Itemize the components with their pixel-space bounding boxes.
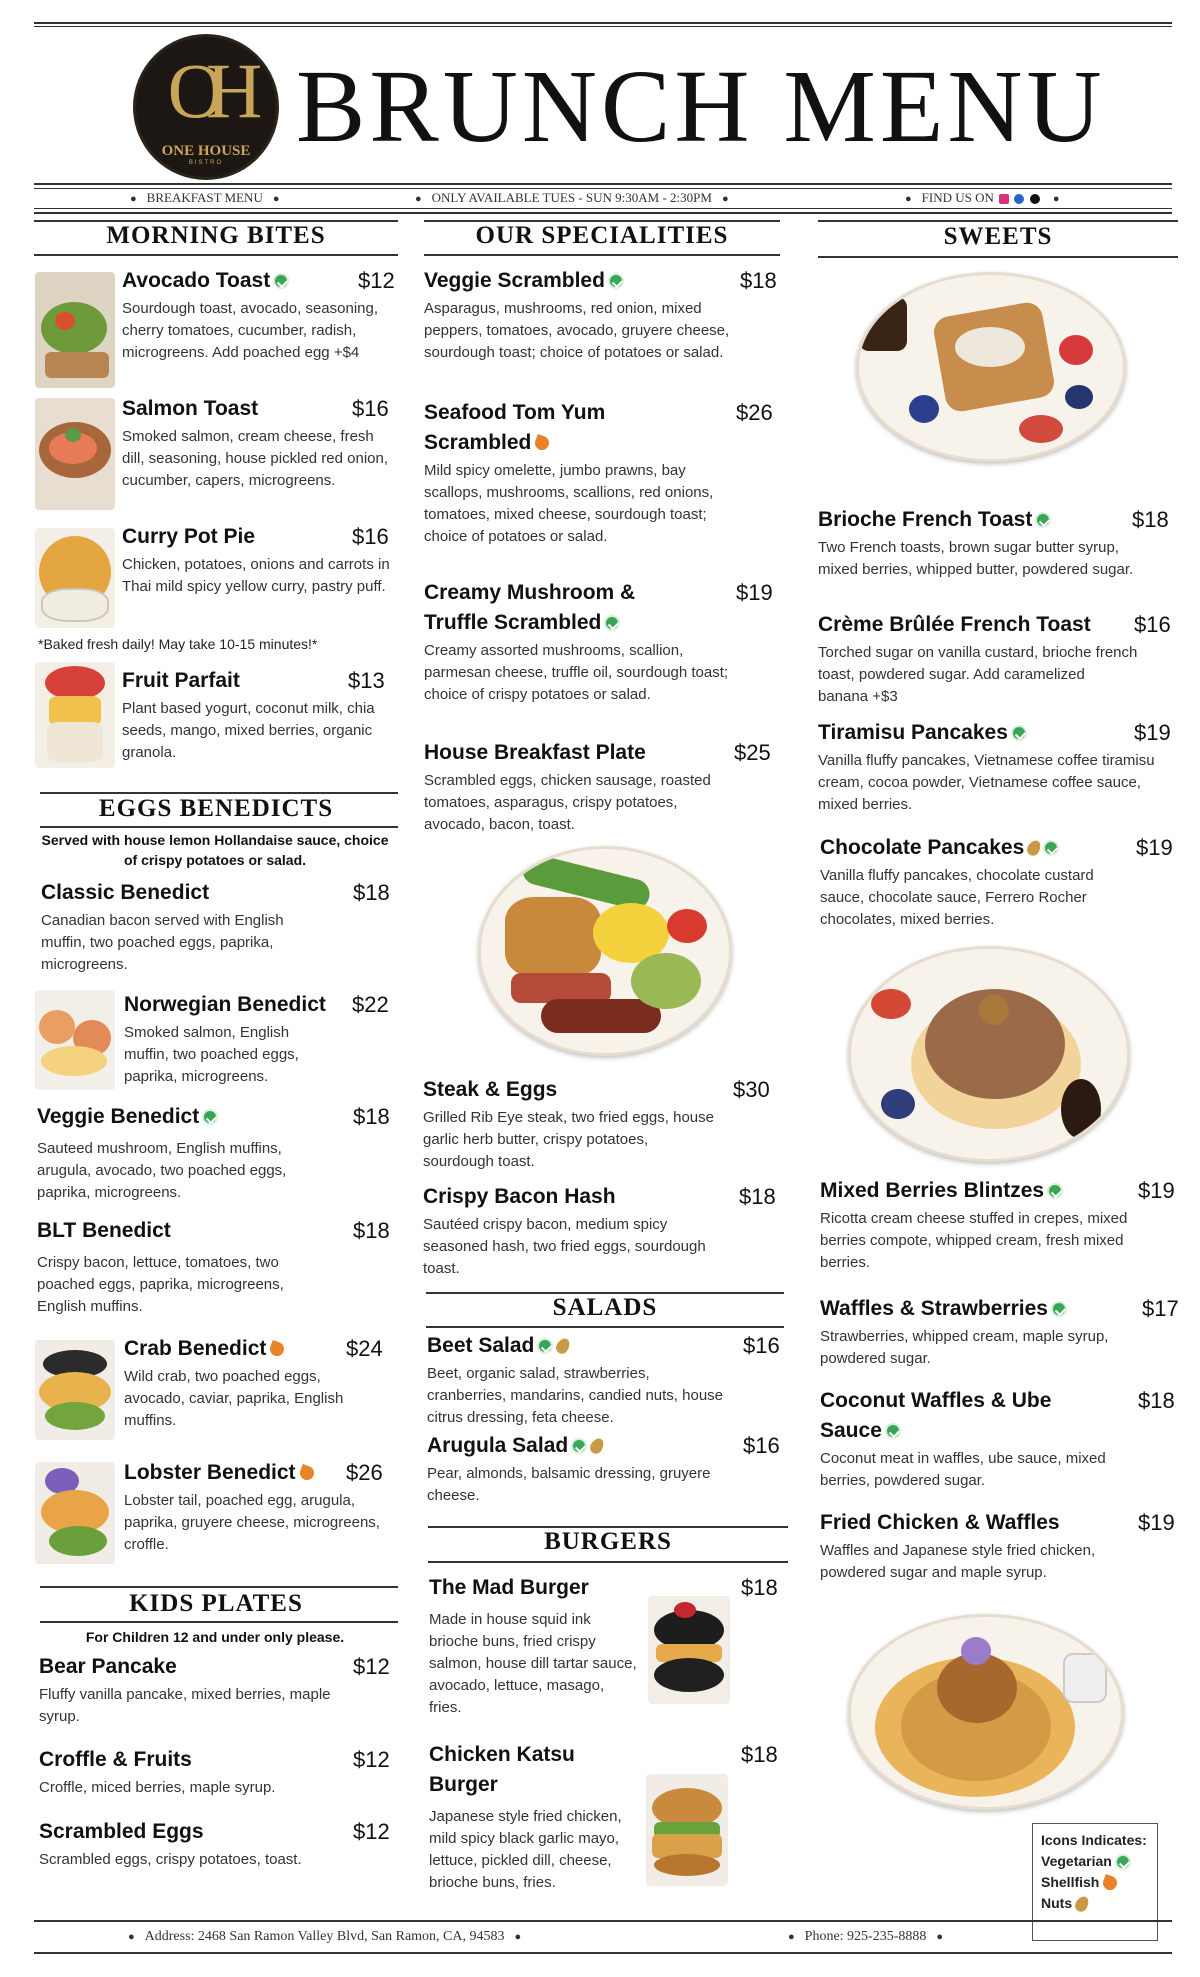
menu-item	[424, 266, 780, 364]
item-description: Vanilla fluffy pancakes, Vietnamese coffee tiramisu cream, cocoa powder, Vietnamese coffee sauce, mixed berries.	[818, 752, 1155, 813]
shellfish-icon	[298, 1464, 316, 1482]
vegetarian-icon	[1011, 725, 1027, 741]
header-rule-3	[34, 208, 1172, 209]
item-description: Plant based yogurt, coconut milk, chia seeds, mango, mixed berries, organic granola.	[122, 700, 375, 761]
item-price: $26	[736, 400, 773, 425]
nuts-icon	[1073, 1894, 1091, 1914]
menu-item	[423, 1182, 780, 1280]
salmon-toast-photo	[35, 398, 115, 510]
curry-pot-pie-photo	[35, 528, 115, 628]
item-name: Fried Chicken & Waffles	[820, 1511, 1060, 1534]
item-price: $17	[1142, 1296, 1179, 1321]
menu-item	[124, 990, 398, 1088]
header-rule-4	[34, 212, 1172, 214]
find-us-label: FIND US ON	[921, 190, 994, 205]
item-description: Canadian bacon served with English muffin, two poached eggs, paprika, microgreens.	[41, 912, 284, 973]
item-name: Norwegian Benedict	[124, 993, 326, 1016]
item-price: $18	[739, 1184, 776, 1209]
item-name: Fruit Parfait	[122, 669, 240, 692]
item-description: Japanese style fried chicken, mild spicy black garlic mayo, lettuce, pickled dill, cheese, brioche buns, fries.	[429, 1808, 622, 1891]
item-name: Arugula Salad	[427, 1434, 569, 1457]
menu-item	[818, 718, 1178, 816]
kids-plates-heading: KIDS PLATES	[129, 1590, 303, 1617]
vegetarian-icon	[1051, 1301, 1067, 1317]
item-price: $16	[352, 396, 389, 421]
item-name: Steak & Eggs	[423, 1078, 558, 1101]
menu-item	[424, 398, 780, 548]
specialities-heading: OUR SPECIALITIES	[475, 222, 729, 249]
legend-vegetarian: Vegetarian	[1041, 1853, 1112, 1869]
menu-item	[39, 1817, 398, 1871]
vegetarian-icon	[1035, 512, 1051, 528]
item-name-line1: Creamy Mushroom &	[424, 581, 636, 604]
sweets-heading: SWEETS	[943, 223, 1053, 250]
item-price: $16	[743, 1333, 780, 1358]
shellfish-icon	[533, 434, 551, 452]
item-name-line2: Burger	[429, 1773, 498, 1796]
fruit-parfait-photo	[35, 662, 115, 768]
kids-bottom-line	[40, 1621, 398, 1623]
hours-label: ONLY AVAILABLE TUES - SUN 9:30AM - 2:30PM	[431, 190, 712, 205]
item-name: Bear Pancake	[39, 1655, 177, 1678]
menu-item	[39, 1745, 398, 1799]
logo-initials: OH	[167, 47, 245, 134]
logo-sub: BISTRO	[188, 160, 224, 166]
chicken-katsu-burger-photo	[646, 1774, 728, 1886]
menu-item	[37, 1216, 398, 1318]
item-price: $25	[734, 740, 771, 765]
item-price: $22	[352, 992, 389, 1017]
item-description: Lobster tail, poached egg, arugula, paprika, gruyere cheese, microgreens, croffle.	[124, 1492, 380, 1553]
house-breakfast-plate-photo	[478, 846, 732, 1056]
item-description: Fluffy vanilla pancake, mixed berries, maple syrup.	[39, 1686, 331, 1725]
eggs-benedicts-heading: EGGS BENEDICTS	[98, 795, 334, 822]
item-price: $19	[1138, 1178, 1175, 1203]
item-price: $12	[353, 1747, 390, 1772]
menu-item	[427, 1431, 784, 1507]
breakfast-menu-label: BREAKFAST MENU	[146, 190, 263, 205]
legend-title: Icons Indicates:	[1041, 1832, 1147, 1848]
kids-top-line	[40, 1586, 398, 1588]
header-rule-2	[34, 188, 1172, 189]
item-description: Ricotta cream cheese stuffed in crepes, mixed berries compote, whipped cream, fresh mixed berries.	[820, 1210, 1128, 1271]
menu-item	[429, 1573, 785, 1719]
item-name: Veggie Scrambled	[424, 269, 605, 292]
vegetarian-icon	[604, 615, 620, 631]
footer-rule-top	[34, 1920, 1172, 1922]
vegetarian-icon	[1115, 1854, 1131, 1870]
menu-item	[39, 1652, 398, 1728]
item-name-line1: Chicken Katsu	[429, 1743, 575, 1766]
menu-item	[122, 266, 398, 364]
item-name: Brioche French Toast	[818, 508, 1033, 531]
salads-bottom-line	[426, 1326, 784, 1328]
item-description: Wild crab, two poached eggs, avocado, caviar, paprika, English muffins.	[124, 1368, 344, 1429]
menu-item	[424, 738, 780, 836]
item-name: Crème Brûlée French Toast	[818, 613, 1091, 636]
menu-item	[818, 610, 1178, 708]
menu-item	[124, 1334, 398, 1432]
item-name: Salmon Toast	[122, 397, 259, 420]
item-price: $24	[346, 1336, 383, 1361]
item-description: Sourdough toast, avocado, seasoning, cherry tomatoes, cucumber, radish, microgreens. Add poached egg +$4	[122, 300, 379, 361]
info-right: ● FIND US ON ●	[905, 190, 1060, 205]
menu-item	[37, 1102, 398, 1204]
vegetarian-icon	[885, 1423, 901, 1439]
item-price: $30	[733, 1077, 770, 1102]
instagram-icon[interactable]	[999, 194, 1009, 204]
item-name: Croffle & Fruits	[39, 1748, 192, 1771]
shellfish-icon	[1101, 1874, 1119, 1892]
item-price: $16	[352, 524, 389, 549]
item-description: Grilled Rib Eye steak, two fried eggs, house garlic herb butter, crispy potatoes, sourdough toast.	[423, 1109, 714, 1170]
vegetarian-icon	[1043, 840, 1059, 856]
menu-item	[124, 1458, 398, 1556]
top-rule	[34, 22, 1172, 24]
burgers-heading: BURGERS	[544, 1528, 672, 1555]
item-description: Mild spicy omelette, jumbo prawns, bay scallops, mushrooms, scallions, red onions, tomatoes, mixed cheese, sourdough toast; choice of potatoes or salad.	[424, 462, 714, 545]
item-description: Smoked salmon, cream cheese, fresh dill, seasoning, house pickled red onion, cucumber, capers, microgreens.	[122, 428, 389, 489]
item-description: Smoked salmon, English muffin, two poached eggs, paprika, microgreens.	[124, 1024, 299, 1085]
footer-address: ● Address: 2468 San Ramon Valley Blvd, San Ramon, CA, 94583 ●	[128, 1929, 522, 1944]
item-price: $12	[353, 1654, 390, 1679]
item-price: $12	[353, 1819, 390, 1844]
burgers-bottom-line	[428, 1561, 788, 1563]
item-name: Waffles & Strawberries	[820, 1297, 1048, 1320]
vegetarian-icon	[202, 1109, 218, 1125]
item-name: Lobster Benedict	[124, 1461, 296, 1484]
menu-item	[41, 878, 398, 976]
item-name: Curry Pot Pie	[122, 525, 256, 548]
item-price: $18	[1132, 507, 1169, 532]
icon-legend	[1032, 1823, 1158, 1941]
nuts-icon	[554, 1337, 572, 1357]
item-name-line1: Coconut Waffles & Ube	[820, 1389, 1052, 1412]
shellfish-icon	[268, 1340, 286, 1358]
item-name: Crab Benedict	[124, 1337, 267, 1360]
restaurant-logo	[133, 34, 279, 180]
item-price: $16	[1134, 612, 1171, 637]
item-price: $18	[741, 1575, 778, 1600]
french-toast-photo	[856, 272, 1126, 462]
item-price: $19	[736, 580, 773, 605]
menu-item	[424, 578, 780, 706]
nuts-icon	[1025, 839, 1043, 859]
item-price: $18	[1138, 1388, 1175, 1413]
item-description: Beet, organic salad, strawberries, cranberries, mandarins, candied nuts, house citrus dressing, feta cheese.	[427, 1365, 724, 1426]
facebook-icon[interactable]	[1014, 194, 1024, 204]
item-description: Sautéed crispy bacon, medium spicy seasoned hash, two fried eggs, sourdough toast.	[423, 1216, 706, 1277]
item-price: $18	[353, 1104, 390, 1129]
item-price: $16	[743, 1433, 780, 1458]
item-price: $19	[1136, 835, 1173, 860]
item-description: Scrambled eggs, chicken sausage, roasted tomatoes, asparagus, crispy potatoes, avocado, bacon, toast.	[424, 772, 711, 833]
menu-item	[820, 1294, 1178, 1370]
item-description: Waffles and Japanese style fried chicken, powdered sugar and maple syrup.	[820, 1542, 1096, 1581]
item-price: $19	[1138, 1510, 1175, 1535]
chocolate-pancakes-photo	[848, 946, 1130, 1162]
item-price: $18	[353, 880, 390, 905]
avocado-toast-photo	[35, 272, 115, 388]
item-name: Chocolate Pancakes	[820, 836, 1025, 859]
kids-note: For Children 12 and under only please.	[85, 1629, 345, 1645]
eggs-benedicts-bottom-line	[40, 826, 398, 828]
info-center: ● ONLY AVAILABLE TUES - SUN 9:30AM - 2:30PM ●	[415, 190, 729, 205]
item-description: Chicken, potatoes, onions and carrots in Thai mild spicy yellow curry, pastry puff.	[122, 556, 390, 595]
item-description: Croffle, miced berries, maple syrup.	[39, 1779, 276, 1796]
item-price: $12	[358, 268, 395, 293]
item-name: Crispy Bacon Hash	[423, 1185, 616, 1208]
salads-heading: SALADS	[552, 1294, 658, 1321]
item-name: Classic Benedict	[41, 881, 210, 904]
phone-text: Phone: 925-235-8888	[804, 1929, 927, 1944]
item-description: Crispy bacon, lettuce, tomatoes, two poached eggs, paprika, microgreens, English muffins.	[37, 1254, 284, 1315]
item-price: $18	[353, 1218, 390, 1243]
specialities-bottom-line	[424, 254, 780, 256]
mad-burger-photo	[648, 1596, 730, 1704]
item-name-line2: Scrambled	[424, 431, 532, 454]
logo-name: ONE HOUSE	[161, 143, 251, 159]
item-description: Creamy assorted mushrooms, scallion, parmesan cheese, truffle oil, sourdough toast; choice of crispy potatoes or salad.	[424, 642, 729, 703]
menu-item	[820, 1386, 1178, 1492]
item-description: Two French toasts, brown sugar butter syrup, mixed berries, whipped butter, powdered sugar.	[818, 539, 1134, 578]
item-description: Vanilla fluffy pancakes, chocolate custard sauce, chocolate sauce, Ferrero Rocher chocolates, mixed berries.	[820, 867, 1094, 928]
item-description: Made in house squid ink brioche buns, fried crispy salmon, house dill tartar sauce, avocado, lettuce, masago, fries.	[429, 1611, 637, 1716]
item-name: The Mad Burger	[429, 1576, 589, 1599]
vegetarian-icon	[1047, 1183, 1063, 1199]
vegetarian-icon	[571, 1438, 587, 1454]
morning-bites-bottom-line	[34, 254, 398, 256]
benedicts-note: Served with house lemon Hollandaise sauce, choice of crispy potatoes or salad.	[41, 832, 389, 868]
menu-item	[423, 1075, 780, 1173]
nuts-icon	[588, 1437, 606, 1457]
item-name-line2: Truffle Scrambled	[424, 611, 602, 634]
lobster-benedict-photo	[35, 1462, 115, 1564]
vegetarian-icon	[273, 273, 289, 289]
item-price: $18	[741, 1742, 778, 1767]
legend-shellfish: Shellfish	[1041, 1874, 1100, 1890]
crab-benedict-photo	[35, 1340, 115, 1440]
menu-item	[427, 1331, 784, 1429]
norwegian-benedict-photo	[35, 990, 115, 1090]
menu-item	[122, 666, 398, 764]
morning-bites-heading: MORNING BITES	[106, 222, 326, 249]
menu-item	[820, 1176, 1178, 1274]
baked-fresh-note: *Baked fresh daily! May take 10-15 minutes!*	[38, 636, 318, 652]
item-price: $26	[346, 1460, 383, 1485]
menu-item	[820, 833, 1178, 931]
item-name: Mixed Berries Blintzes	[820, 1179, 1045, 1202]
item-name: Beet Salad	[427, 1334, 535, 1357]
vegetarian-icon	[608, 273, 624, 289]
top-rule-thin	[34, 26, 1172, 27]
header-rule-1	[34, 183, 1172, 185]
item-description: Strawberries, whipped cream, maple syrup, powdered sugar.	[820, 1328, 1109, 1367]
item-name: Tiramisu Pancakes	[818, 721, 1008, 744]
chicken-waffles-photo	[848, 1614, 1124, 1810]
footer-phone: ● Phone: 925-235-8888 ●	[788, 1929, 944, 1944]
item-price: $19	[1134, 720, 1171, 745]
menu-item	[122, 394, 398, 492]
tiktok-icon[interactable]	[1030, 194, 1040, 204]
item-description: Asparagus, mushrooms, red onion, mixed peppers, tomatoes, avocado, gruyere cheese, sourdough toast; choice of potatoes or salad.	[424, 300, 730, 361]
item-name: Scrambled Eggs	[39, 1820, 204, 1843]
footer-rule-bottom	[34, 1952, 1172, 1954]
item-name: Avocado Toast	[122, 269, 271, 292]
item-name: BLT Benedict	[37, 1219, 171, 1242]
item-description: Torched sugar on vanilla custard, brioche french toast, powdered sugar. Add caramelized banana +$3	[818, 644, 1138, 705]
menu-item	[429, 1740, 785, 1894]
item-price: $18	[740, 268, 777, 293]
item-name-line1: Seafood Tom Yum	[424, 401, 606, 424]
item-description: Sauteed mushroom, English muffins, arugula, avocado, two poached eggs, paprika, microgreens.	[37, 1140, 287, 1201]
vegetarian-icon	[537, 1338, 553, 1354]
address-text: Address: 2468 San Ramon Valley Blvd, San Ramon, CA, 94583	[144, 1929, 505, 1944]
item-description: Scrambled eggs, crispy potatoes, toast.	[39, 1851, 302, 1868]
page-title: BRUNCH MENU	[296, 49, 1106, 164]
menu-item	[818, 505, 1178, 581]
sweets-bottom-line	[818, 256, 1178, 258]
item-name: House Breakfast Plate	[424, 741, 646, 764]
item-description: Pear, almonds, balsamic dressing, gruyere cheese.	[427, 1465, 711, 1504]
item-description: Coconut meat in waffles, ube sauce, mixed berries, powdered sugar.	[820, 1450, 1106, 1489]
item-price: $13	[348, 668, 385, 693]
item-name: Veggie Benedict	[37, 1105, 200, 1128]
legend-nuts: Nuts	[1041, 1895, 1073, 1911]
menu-item	[122, 522, 398, 598]
item-name-line2: Sauce	[820, 1419, 882, 1442]
info-left: ● BREAKFAST MENU ●	[130, 190, 280, 205]
menu-item	[820, 1508, 1178, 1584]
